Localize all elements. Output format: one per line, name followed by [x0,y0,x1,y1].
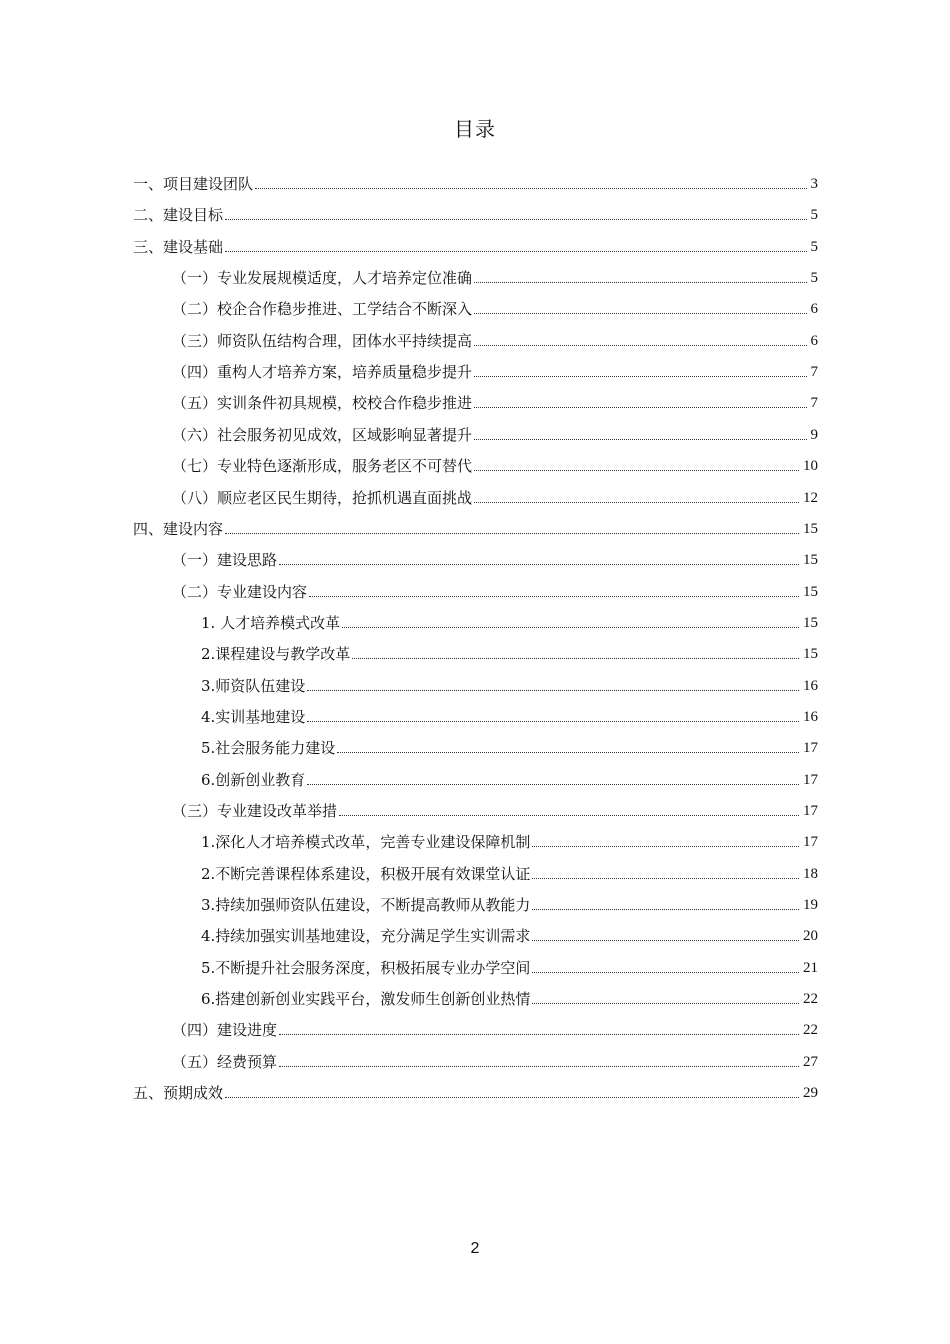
toc-entry-label: （六）社会服务初见成效，区域影响显著提升 [172,425,473,444]
toc-entry-page: 7 [810,364,818,381]
toc-entry[interactable] [172,548,818,572]
toc-entry[interactable] [133,517,818,541]
toc-entry-label: 2.不断完善课程体系建设，积极开展有效课堂认证 [201,864,531,883]
toc-entry-label: 2.课程建设与教学改革 [201,645,351,664]
toc-leader-dots [339,815,799,816]
toc-leader-dots [532,972,799,973]
page-number: 2 [470,1240,480,1257]
toc-leader-dots [225,251,806,252]
toc-leader-dots [225,219,806,220]
toc-entry[interactable] [201,830,818,854]
toc-leader-dots [352,658,799,659]
toc-leader-dots [474,313,806,314]
toc-leader-dots [532,1003,799,1004]
toc-entry[interactable] [172,580,818,604]
toc-entry-page: 17 [803,834,818,851]
toc-entry[interactable] [201,705,818,729]
toc-entry-label: 4.持续加强实训基地建设，充分满足学生实训需求 [201,927,531,946]
toc-entry-label: 3.持续加强师资队伍建设，不断提高教师从教能力 [201,896,531,915]
toc-entry[interactable] [133,203,818,227]
toc-leader-dots [309,596,799,597]
toc-entry-label: 1. 人才培养模式改革 [201,613,341,632]
toc-entry-page: 9 [810,426,818,443]
toc-entry-page: 27 [803,1053,818,1070]
toc-entry-label: 四、建设内容 [133,519,224,538]
toc-entry[interactable] [172,266,818,290]
toc-entry-page: 3 [810,176,818,192]
toc-entry-label: 1.深化人才培养模式改革，完善专业建设保障机制 [201,833,531,852]
toc-leader-dots [532,940,799,941]
toc-leader-dots [474,502,799,503]
toc-entry[interactable] [201,987,818,1011]
toc-entry[interactable] [172,391,818,415]
toc-entry-label: 三、建设基础 [133,237,224,256]
toc-entry-label: （三）专业建设改革举措 [172,802,338,820]
toc-entry-label: （一）建设思路 [172,551,278,570]
toc-leader-dots [342,627,799,628]
toc-entry-page: 15 [803,614,818,631]
toc-leader-dots [532,909,799,910]
toc-entry[interactable] [201,893,818,917]
toc-entry-page: 17 [803,803,818,819]
toc-entry-page: 15 [803,646,818,663]
toc-entry-label: （七）专业特色逐渐形成，服务老区不可替代 [172,457,473,476]
toc-entry-page: 21 [803,959,818,976]
toc-entry-page: 15 [803,552,818,569]
toc-leader-dots [532,846,799,847]
toc-entry[interactable] [201,862,818,886]
toc-entry[interactable] [201,956,818,980]
toc-entry-label: （五）经费预算 [172,1052,278,1071]
toc-leader-dots [474,407,806,408]
toc-entry-page: 7 [810,395,818,412]
toc-leader-dots [279,1066,799,1067]
toc-entry-page: 22 [803,1022,818,1039]
toc-entry-label: （四）建设进度 [172,1021,278,1040]
toc-leader-dots [474,470,799,471]
toc-entry[interactable] [201,674,818,698]
toc-entry-page: 12 [803,489,818,506]
toc-entry[interactable] [172,1018,818,1042]
toc-entry-label: 5.社会服务能力建设 [201,739,336,758]
toc-entry-label: （四）重构人才培养方案，培养质量稳步提升 [172,363,473,382]
toc-entry[interactable] [172,454,818,478]
toc-entry[interactable] [172,1050,818,1074]
page-title: 目录 [454,117,496,141]
toc-entry-label: 3.师资队伍建设 [201,676,306,695]
toc-leader-dots [225,1097,799,1098]
toc-entry-label: （五）实训条件初具规模，校校合作稳步推进 [172,394,473,413]
toc-entry-page: 20 [803,928,818,945]
toc-entry[interactable] [172,486,818,510]
toc-entry-label: （二）校企合作稳步推进、工学结合不断深入 [172,300,473,319]
toc-entry[interactable] [172,329,818,353]
toc-leader-dots [255,188,806,189]
toc-leader-dots [337,752,799,753]
toc-entry-page: 19 [803,897,818,914]
toc-entry[interactable] [133,235,818,259]
toc-entry[interactable] [172,423,818,447]
toc-entry-label: 二、建设目标 [133,206,224,225]
toc-entry-label: 一、项目建设团队 [133,175,254,193]
toc-entry-page: 10 [803,458,818,475]
toc-entry-label: 5.不断提升社会服务深度，积极拓展专业办学空间 [201,958,531,977]
toc-entry-page: 29 [803,1085,818,1102]
toc-entry-label: （一）专业发展规模适度，人才培养定位准确 [172,269,473,288]
toc-entry[interactable] [201,736,818,760]
toc-entry-label: 6.搭建创新创业实践平台，激发师生创新创业热情 [201,990,531,1009]
toc-leader-dots [474,345,806,346]
toc-entry-page: 16 [803,708,818,725]
toc-leader-dots [474,282,806,283]
toc-leader-dots [225,533,799,534]
toc-entry[interactable] [133,1081,818,1105]
toc-leader-dots [307,690,799,691]
toc-entry[interactable] [201,642,818,666]
toc-leader-dots [307,784,799,785]
toc-entry[interactable] [201,611,818,635]
toc-entry-label: （二）专业建设内容 [172,582,308,601]
toc-entry-page: 22 [803,991,818,1008]
toc-entry-page: 17 [803,771,818,788]
toc-entry[interactable] [133,172,818,196]
toc-entry-label: 五、预期成效 [133,1084,224,1103]
toc-entry[interactable] [172,297,818,321]
toc-leader-dots [474,376,806,377]
toc-entry-label: 4.实训基地建设 [201,707,306,726]
toc-entry-page: 5 [810,207,818,224]
toc-entry-label: 6.创新创业教育 [201,770,306,789]
toc-entry-page: 6 [810,332,818,349]
toc-entry-page: 6 [810,301,818,318]
toc-entry[interactable] [201,768,818,792]
toc-entry-page: 5 [810,270,818,287]
toc-leader-dots [279,1034,799,1035]
toc-entry-page: 16 [803,677,818,694]
toc-entry-page: 17 [803,740,818,757]
toc-entry[interactable] [201,924,818,948]
toc-leader-dots [474,439,806,440]
toc-entry-page: 18 [803,865,818,882]
toc-leader-dots [307,721,799,722]
toc-leader-dots [279,564,799,565]
toc-entry[interactable] [172,799,818,823]
toc-entry-label: （八）顺应老区民生期待，抢抓机遇直面挑战 [172,488,473,507]
toc-entry-page: 5 [810,238,818,255]
toc-leader-dots [532,878,799,879]
toc-entry[interactable] [172,360,818,384]
toc-entry-page: 15 [803,583,818,600]
toc-entry-page: 15 [803,520,818,537]
toc-entry-label: （三）师资队伍结构合理，团体水平持续提高 [172,331,473,350]
